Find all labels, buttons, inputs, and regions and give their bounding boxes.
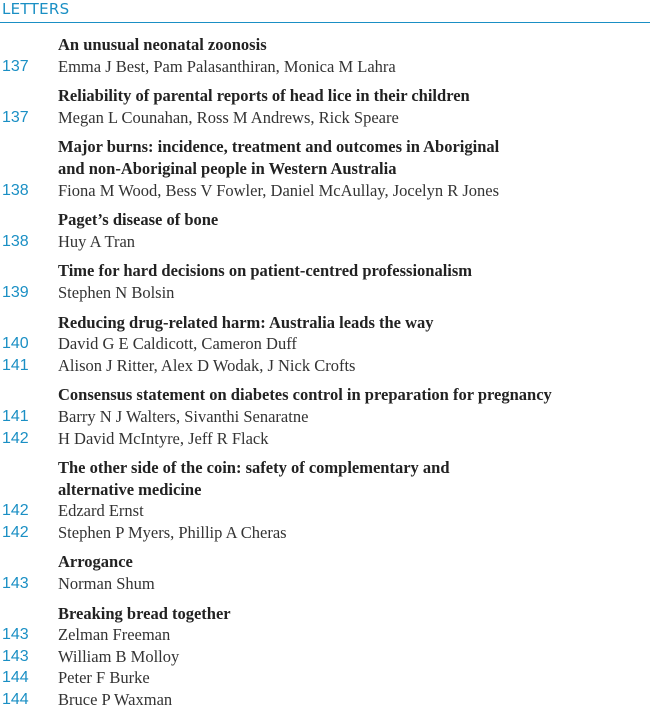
author-names: Peter F Burke xyxy=(58,668,150,688)
letter-entry xyxy=(0,603,650,711)
author-row xyxy=(0,180,650,202)
author-row xyxy=(0,522,650,544)
author-row xyxy=(0,500,650,522)
entry-spacer xyxy=(0,252,650,260)
letter-entry xyxy=(0,551,650,594)
letter-title[interactable]: The other side of the coin: safety of complementary and alternative medicine xyxy=(58,458,450,499)
page-number-link[interactable]: 143 xyxy=(2,626,29,644)
entry-spacer xyxy=(0,543,650,551)
author-names: David G E Caldicott, Cameron Duff xyxy=(58,334,297,354)
letter-entry xyxy=(0,209,650,252)
letter-entry xyxy=(0,260,650,303)
letter-entry xyxy=(0,136,650,201)
author-names: Bruce P Waxman xyxy=(58,690,173,710)
author-names: Emma J Best, Pam Palasanthiran, Monica M Lahra xyxy=(58,56,396,76)
author-names: Stephen P Myers, Phillip A Cheras xyxy=(58,522,287,542)
page-number-link[interactable]: 140 xyxy=(2,335,29,353)
author-names: Megan L Counahan, Ross M Andrews, Rick Speare xyxy=(58,107,399,127)
author-row xyxy=(0,624,650,646)
page-number-link[interactable]: 137 xyxy=(2,57,29,75)
author-names: H David McIntyre, Jeff R Flack xyxy=(58,428,269,448)
letter-title[interactable]: Arrogance xyxy=(58,552,133,572)
author-names: William B Molloy xyxy=(58,646,180,666)
author-names: Alison J Ritter, Alex D Wodak, J Nick Crofts xyxy=(58,355,356,375)
author-row xyxy=(0,667,650,689)
page-number-link[interactable]: 142 xyxy=(2,429,29,447)
author-row xyxy=(0,333,650,355)
author-row xyxy=(0,428,650,450)
letter-entry xyxy=(0,457,650,543)
page-number-link[interactable]: 144 xyxy=(2,691,29,709)
page-number-link[interactable]: 141 xyxy=(2,407,29,425)
entry-spacer xyxy=(0,77,650,85)
entry-spacer xyxy=(0,449,650,457)
entry-spacer xyxy=(0,304,650,312)
author-names: Barry N J Walters, Sivanthi Senaratne xyxy=(58,406,309,426)
author-row xyxy=(0,56,650,78)
letter-entry xyxy=(0,312,650,377)
entry-spacer xyxy=(0,201,650,209)
letter-entry xyxy=(0,384,650,449)
author-names: Norman Shum xyxy=(58,574,155,594)
letter-title[interactable]: Reducing drug-related harm: Australia leads the way xyxy=(58,312,434,332)
page-number-link[interactable]: 142 xyxy=(2,502,29,520)
author-names: Edzard Ernst xyxy=(58,501,144,521)
author-row xyxy=(0,646,650,668)
letter-entry xyxy=(0,85,650,128)
author-row xyxy=(0,282,650,304)
page-number-link[interactable]: 139 xyxy=(2,283,29,301)
author-row xyxy=(0,107,650,129)
page-number-link[interactable]: 137 xyxy=(2,108,29,126)
section-header xyxy=(0,0,650,24)
page-number-link[interactable]: 138 xyxy=(2,232,29,250)
author-row xyxy=(0,689,650,711)
letter-title[interactable]: Time for hard decisions on patient-centred professionalism xyxy=(58,261,473,281)
page-number-link[interactable]: 142 xyxy=(2,523,29,541)
letter-entry xyxy=(0,34,650,77)
letter-title[interactable]: Major burns: incidence, treatment and outcomes in Aboriginal and non-Aboriginal people in Western Australia xyxy=(58,137,500,178)
letter-title[interactable]: Paget’s disease of bone xyxy=(58,210,219,230)
author-row xyxy=(0,573,650,595)
page-number-link[interactable]: 144 xyxy=(2,669,29,687)
author-row xyxy=(0,231,650,253)
letter-title[interactable]: Breaking bread together xyxy=(58,603,231,623)
page-number-link[interactable]: 138 xyxy=(2,181,29,199)
author-row xyxy=(0,355,650,377)
letter-title[interactable]: Consensus statement on diabetes control in preparation for pregnancy xyxy=(58,385,552,405)
section-divider xyxy=(0,22,650,23)
author-names: Zelman Freeman xyxy=(58,625,171,645)
page-number-link[interactable]: 143 xyxy=(2,575,29,593)
entry-spacer xyxy=(0,376,650,384)
section-title: LETTERS xyxy=(2,0,70,18)
entry-spacer xyxy=(0,128,650,136)
author-names: Huy A Tran xyxy=(58,231,136,251)
letter-title[interactable]: An unusual neonatal zoonosis xyxy=(58,35,267,54)
author-row xyxy=(0,406,650,428)
letter-title[interactable]: Reliability of parental reports of head lice in their children xyxy=(58,86,470,106)
author-names: Stephen N Bolsin xyxy=(58,282,175,302)
letters-list xyxy=(0,34,650,711)
page-number-link[interactable]: 143 xyxy=(2,647,29,665)
entry-spacer xyxy=(0,595,650,603)
author-names: Fiona M Wood, Bess V Fowler, Daniel McAullay, Jocelyn R Jones xyxy=(58,180,500,200)
page-number-link[interactable]: 141 xyxy=(2,356,29,374)
